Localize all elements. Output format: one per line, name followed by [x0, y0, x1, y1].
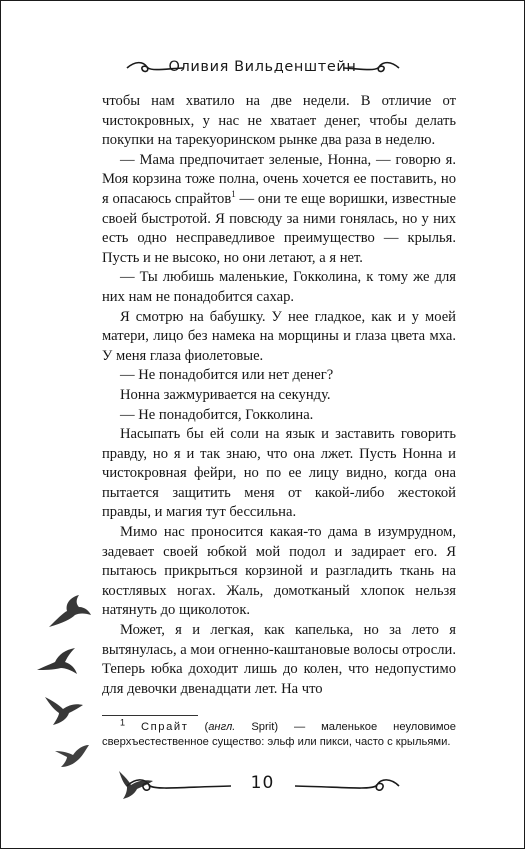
paragraph: Может, я и легкая, как капелька, но за лето я вытянулась, а мои огненно-каштановые волосы отросли. Теперь юбка доходит лишь до колен, что недопустимо для девочки двенадцати лет. На что	[102, 622, 456, 697]
paragraph: — Мама предпочитает зеленые, Нонна, — говорю я. Моя корзина тоже полна, очень хочется ее поставить, но я опасаюсь спрайтов$^1$ — они те еще воришки, известные своей быстротой. Я повсюду за ними гонялась, но у них есть одно несправедливое преимущество — крылья. Пусть и не высоко, но они летают, а я нет.	[102, 151, 456, 266]
footnote-original: Sprit	[251, 721, 275, 733]
paragraph: — Не понадобится, Гокколина.	[120, 406, 314, 423]
footnote-term: Спрайт	[140, 721, 189, 733]
crow-icon	[35, 646, 79, 680]
paragraph: Я смотрю на бабушку. У нее гладкое, как и у моей матери, лицо без намека на морщины и глаза цвета мха. У меня глаза фиолетовые.	[102, 308, 456, 364]
footnote-lang: англ.	[208, 721, 236, 733]
crow-icon	[45, 593, 93, 633]
paragraph: чтобы нам хватило на две недели. В отличие от чистокровных, у нас не хватает денег, чтобы делать покупки на тарекуоринском рынке два раза в неделю.	[102, 93, 456, 149]
crow-icon	[41, 691, 85, 727]
paragraph: — Ты любишь маленькие, Гокколина, к тому же для них нам не понадобится сахар.	[102, 269, 456, 305]
flourish-right-icon	[341, 59, 401, 77]
paragraph: Нонна зажмуривается на секунду.	[120, 386, 331, 403]
paragraph: Насыпать бы ей соли на язык и заставить говорить правду, но я и так знаю, что она лжет. Пусть Нонна и чистокровная фейри, но по ее лицу видно, когда она пытается защитить меня от какой-либо жестокой правды, и магия тут бессильна.	[102, 426, 456, 521]
footnote: $^1$ Спрайт (англ. Sprit) — маленькое неуловимое сверхъестественное существо: эльф или пикси, часто с крыльями.	[102, 717, 457, 748]
author-name: Оливия Вильденштейн	[168, 59, 357, 75]
running-header	[1, 55, 524, 81]
page-number: 10	[250, 773, 275, 793]
crow-icon	[53, 739, 91, 769]
crow-icon	[113, 767, 155, 801]
paragraph: — Не понадобится или нет денег?	[120, 367, 334, 384]
paragraph: Мимо нас проносится какая-то дама в изумрудном, задевает своей юбкой мой подол и задирает его. Я пытаюсь прикрыться корзиной и разгладить ткань на костлявых ногах. Жаль, домотканый хлопок нельзя натянуть до щиколоток.	[102, 524, 456, 619]
running-footer	[1, 771, 524, 799]
flourish-right-icon	[293, 775, 401, 797]
footnote-divider	[102, 715, 198, 716]
main-text	[102, 92, 456, 699]
footnote-ref[interactable]: 1	[231, 189, 236, 200]
